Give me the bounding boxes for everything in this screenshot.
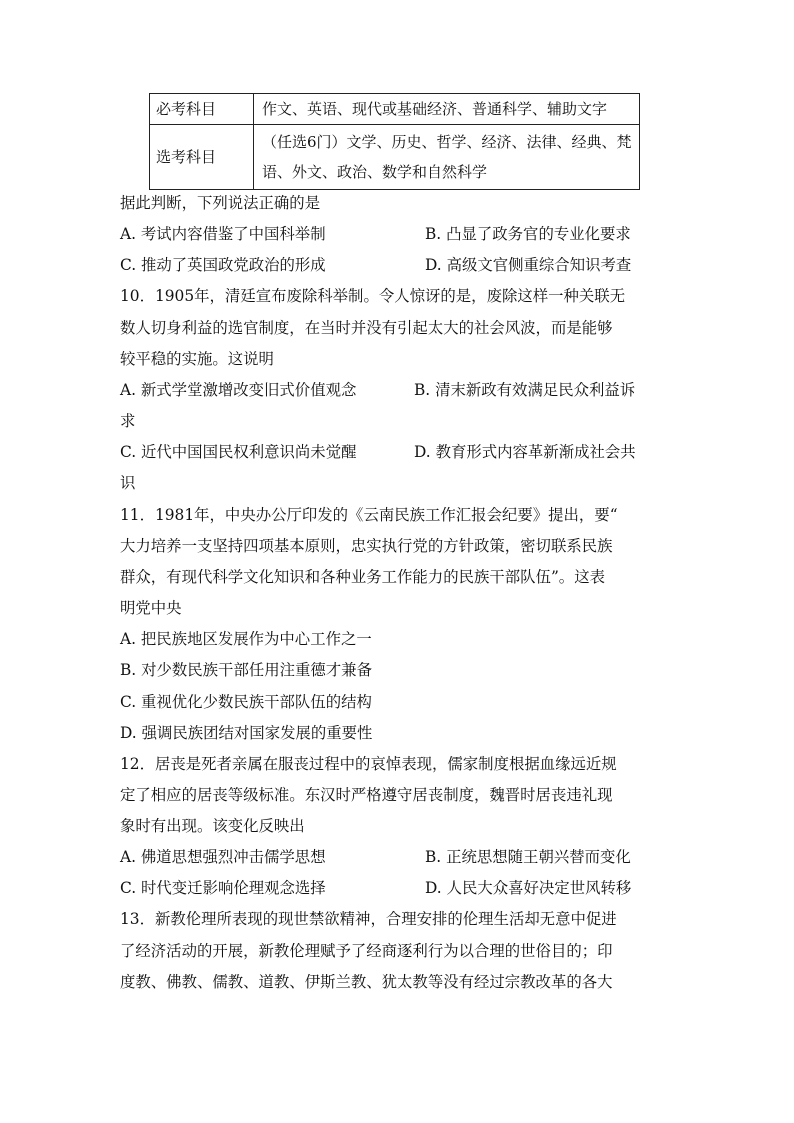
q12-options-row1 <box>120 845 631 869</box>
q10-stem-line: 较平稳的实施。这说明 <box>120 350 274 368</box>
table-cell-body: 作文、英语、现代或基础经济、普通科学、辅助文字 <box>254 94 640 125</box>
table-cell-body: （任选6门）文学、历史、哲学、经济、法律、经典、梵语、外文、政治、数学和自然科学 <box>254 125 640 190</box>
q11-option-a: A. 把民族地区发展作为中心工作之一 <box>120 630 372 648</box>
q13-stem-line: 度教、佛教、儒教、道教、伊斯兰教、犹太教等没有经过宗教改革的各大 <box>120 973 613 991</box>
q12-option-a: A. 佛道思想强烈冲击儒学思想 <box>120 848 326 866</box>
table-cell-head: 必考科目 <box>150 94 254 125</box>
q11-option-d: D. 强调民族团结对国家发展的重要性 <box>120 724 373 742</box>
q13-stem-line: 了经济活动的开展，新教伦理赋予了经商逐利行为以合理的世俗目的；印 <box>120 942 613 960</box>
q12-options-row2 <box>120 876 632 900</box>
q11-option-b: B. 对少数民族干部任用注重德才兼备 <box>120 661 372 679</box>
table-cell-head: 选考科目 <box>150 125 254 190</box>
q9-option-c: C. 推动了英国政党政治的形成 <box>120 256 326 274</box>
q12-option-b: B. 正统思想随王朝兴替而变化 <box>425 848 631 866</box>
q10-stem-line: 10．1905年，清廷宣布废除科举制。令人惊讶的是，废除这样一种关联无 <box>120 287 626 305</box>
q10-option-d: D. 教育形式内容革新渐成社会共 <box>414 443 636 461</box>
q12-option-d: D. 人民大众喜好决定世风转移 <box>425 879 632 897</box>
q12-stem-line: 象时有出现。该变化反映出 <box>120 817 305 835</box>
q11-stem-line: 群众，有现代科学文化知识和各种业务工作能力的民族干部队伍”。这表 <box>120 568 605 586</box>
q10-option-a: A. 新式学堂激增改变旧式价值观念 <box>120 381 357 399</box>
q9-option-a: A. 考试内容借鉴了中国科举制 <box>120 225 326 243</box>
q10-options-row2 <box>120 440 636 464</box>
q10-option-c: C. 近代中国国民权利意识尚未觉醒 <box>120 443 357 461</box>
q12-stem-line: 12．居丧是死者亲属在服丧过程中的哀悼表现，儒家制度根据血缘远近规 <box>120 755 617 773</box>
q9-options-row1 <box>120 222 631 246</box>
q10-stem-line: 数人切身利益的选官制度，在当时并没有引起太大的社会风波，而是能够 <box>120 319 613 337</box>
q11-stem-line: 明党中央 <box>120 599 182 617</box>
q11-stem-line: 11．1981年，中央办公厅印发的《云南民族工作汇报会纪要》提出，要“ <box>120 506 618 524</box>
exam-subjects-table <box>149 93 640 190</box>
q9-option-b: B. 凸显了政务官的专业化要求 <box>425 225 631 243</box>
q13-stem-line: 13．新教伦理所表现的现世禁欲精神，合理安排的伦理生活却无意中促进 <box>120 910 617 928</box>
q10-option-d-wrap: 识 <box>120 474 136 492</box>
table-row <box>150 94 640 125</box>
table-row <box>150 125 640 190</box>
q11-stem-line: 大力培养一支坚持四项基本原则，忠实执行党的方针政策，密切联系民族 <box>120 537 613 555</box>
q10-options-row1 <box>120 378 636 402</box>
q12-stem-line: 定了相应的居丧等级标准。东汉时严格遵守居丧制度，魏晋时居丧违礼现 <box>120 786 613 804</box>
q12-option-c: C. 时代变迁影响伦理观念选择 <box>120 879 326 897</box>
q9-options-row2 <box>120 253 632 277</box>
q9-stem: 据此判断，下列说法正确的是 <box>120 194 321 212</box>
q11-option-c: C. 重视优化少数民族干部队伍的结构 <box>120 693 372 711</box>
q9-option-d: D. 高级文官侧重综合知识考查 <box>425 256 632 274</box>
q10-option-b: B. 清末新政有效满足民众利益诉 <box>414 381 636 399</box>
q10-option-b-wrap: 求 <box>120 412 136 430</box>
